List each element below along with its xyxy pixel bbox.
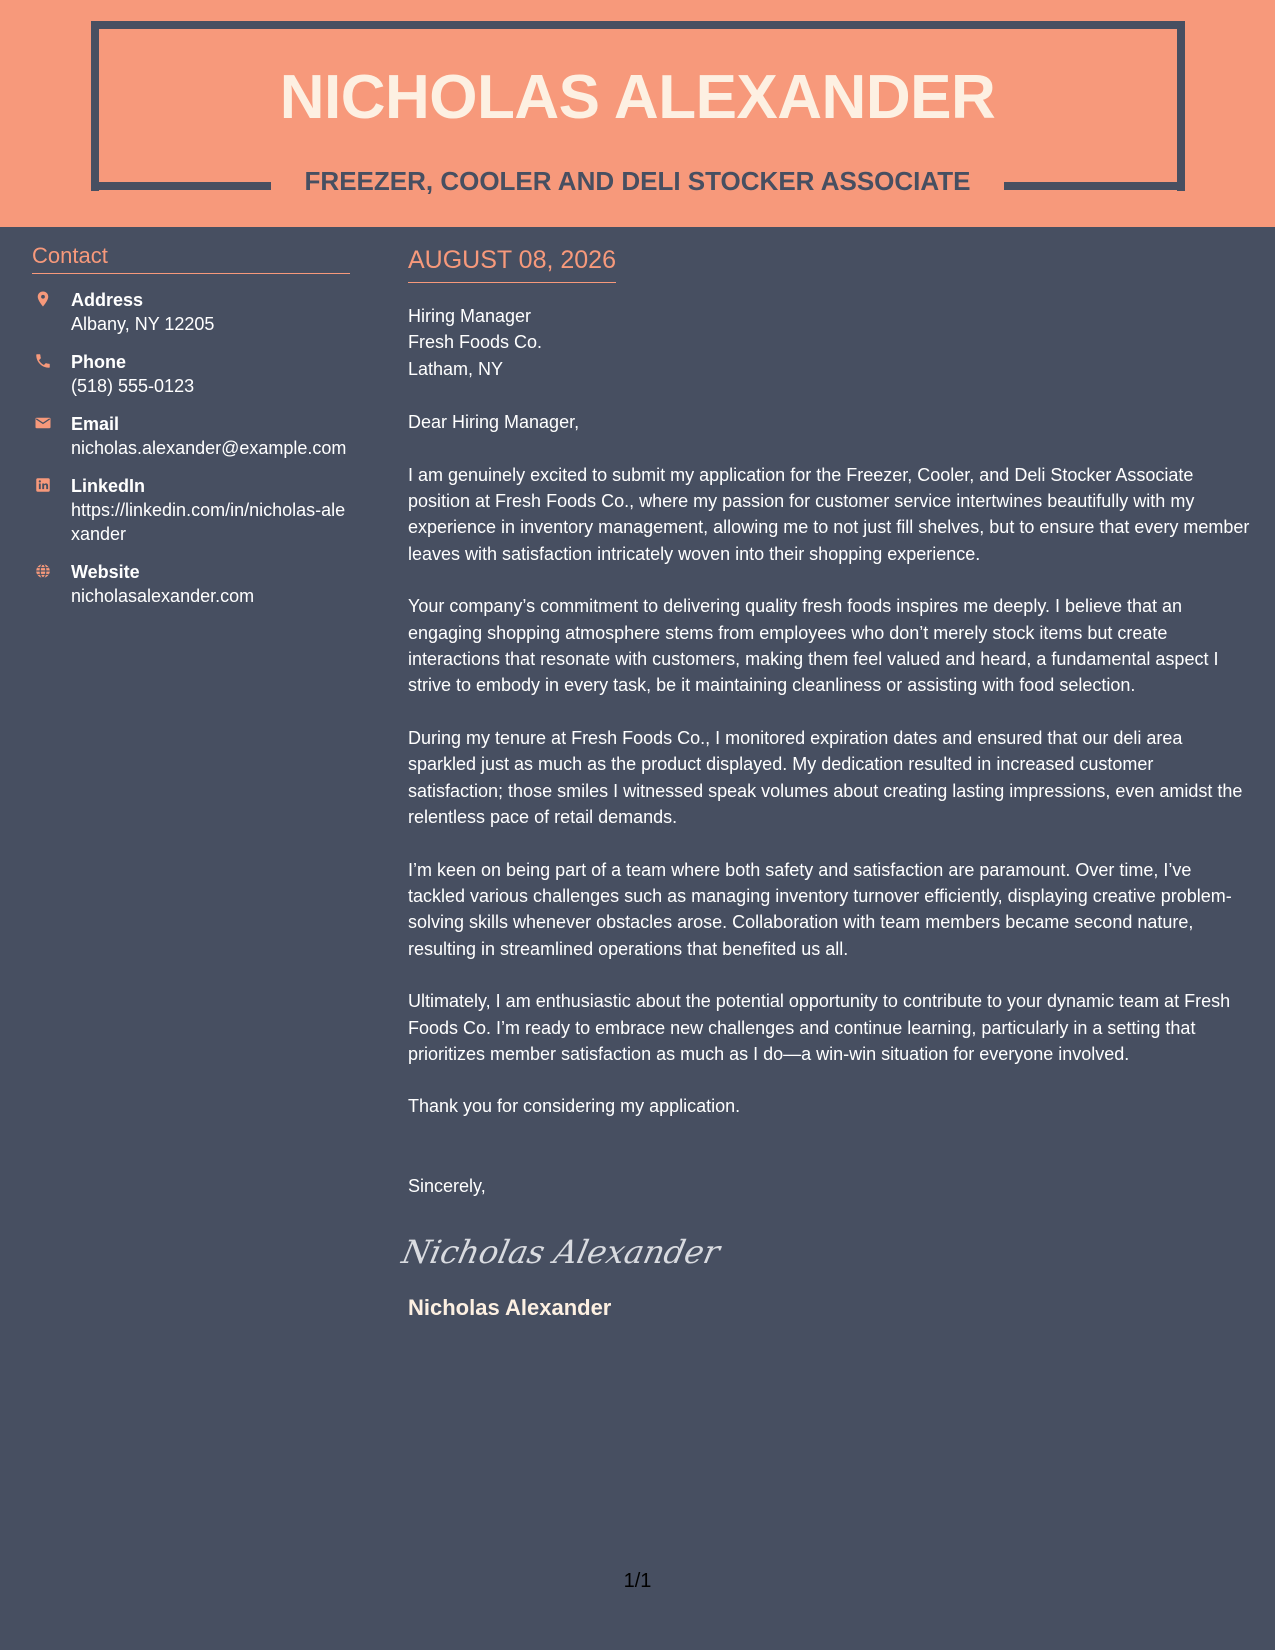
letter-body bbox=[398, 244, 1250, 1322]
recipient-line: Fresh Foods Co. bbox=[408, 332, 543, 353]
contact-value: nicholasalexander.com bbox=[71, 586, 255, 606]
contact-value: nicholas.alexander@example.com bbox=[71, 438, 347, 458]
paragraph: During my tenure at Fresh Foods Co., I monitored expiration dates and ensured that our deli area sparkled just as much as the product displayed. My dedication resulted in increased customer satisfaction; those smiles I witnessed speak volumes about creating lasting impressions, even amidst the relentless pace of retail demands. bbox=[408, 727, 1243, 828]
header-banner bbox=[0, 0, 1275, 227]
linkedin-icon bbox=[34, 476, 52, 494]
contact-item-website bbox=[32, 560, 350, 608]
contact-item-linkedin bbox=[32, 474, 350, 546]
contact-item-email bbox=[32, 412, 350, 460]
phone-icon bbox=[34, 352, 52, 370]
contact-label: Phone bbox=[71, 352, 127, 372]
contact-value: Albany, NY 12205 bbox=[71, 314, 215, 334]
paragraph: Your company’s commitment to delivering quality fresh foods inspires me deeply. I believe that an engaging shopping atmosphere stems from employees who don’t merely stock items but create interactions that resonate with customers, making them feel valued and heard, a fundamental aspect I strive to embody in every task, be it maintaining cleanliness or assisting with food selection. bbox=[408, 596, 1219, 696]
recipient-line: Latham, NY bbox=[408, 358, 504, 379]
contact-item-phone bbox=[32, 350, 350, 398]
candidate-name: NICHOLAS ALEXANDER bbox=[279, 63, 996, 132]
recipient-line: Hiring Manager bbox=[408, 306, 532, 326]
paragraph: Thank you for considering my application. bbox=[408, 1096, 741, 1117]
contact-sidebar bbox=[32, 243, 350, 622]
contact-label: Email bbox=[71, 414, 120, 434]
contact-value: (518) 555-0123 bbox=[71, 376, 195, 396]
page-number: 1/1 bbox=[623, 1570, 652, 1592]
paragraph: I am genuinely excited to submit my application for the Freezer, Cooler, and Deli Stocker Associate position at Fresh Foods Co., where my passion for customer service intertwines beautifully with my experience in inventory management, allowing me to not just fill shelves, but to ensure that every member leaves with satisfaction intricately woven into their shopping experience. bbox=[408, 464, 1250, 564]
contact-label: Website bbox=[71, 562, 140, 582]
globe-icon bbox=[34, 562, 52, 580]
paragraph: Ultimately, I am enthusiastic about the potential opportunity to contribute to your dynamic team at Fresh Foods Co. I’m ready to embrace new challenges and continue learning, particularly in a setting that prioritizes member satisfaction as much as I do—a win-win situation for everyone involved. bbox=[408, 991, 1231, 1064]
signature-image bbox=[398, 1227, 724, 1277]
location-pin-icon bbox=[34, 290, 52, 308]
contact-item-address bbox=[32, 288, 350, 336]
job-title: FREEZER, COOLER AND DELI STOCKER ASSOCIATE bbox=[304, 166, 971, 196]
greeting: Dear Hiring Manager, bbox=[408, 412, 580, 433]
recipient-block bbox=[408, 303, 1250, 382]
svg-text:Nicholas Alexander: Nicholas Alexander bbox=[398, 1233, 724, 1272]
contact-value: https://linkedin.com/in/nicholas-alexander bbox=[71, 500, 346, 544]
contact-label: Address bbox=[71, 290, 144, 310]
letter-date: AUGUST 08, 2026 bbox=[408, 244, 616, 283]
signer-name: Nicholas Alexander bbox=[408, 1295, 612, 1321]
email-icon bbox=[34, 414, 52, 432]
paragraph: I’m keen on being part of a team where both safety and satisfaction are paramount. Over time, I’ve tackled various challenges such as managing inventory turnover efficiently, displaying creative problem-solving skills whenever obstacles arose. Collaboration with team members became second nature, resulting in streamlined operations that benefited us all. bbox=[408, 859, 1232, 959]
contact-label: LinkedIn bbox=[71, 476, 146, 496]
closing: Sincerely, bbox=[408, 1175, 486, 1196]
contact-heading: Contact bbox=[32, 243, 350, 274]
